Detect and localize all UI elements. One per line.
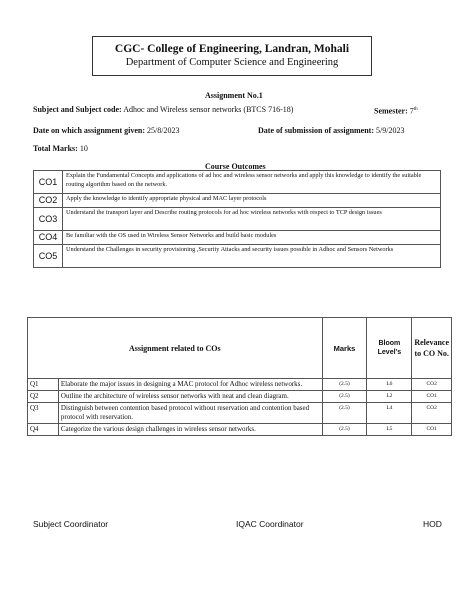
footer-subject-coordinator: Subject Coordinator — [33, 519, 109, 529]
question-co: CO1 — [412, 424, 452, 436]
given-value: 25/8/2023 — [147, 126, 180, 135]
question-marks: (2.5) — [322, 424, 367, 436]
co-row — [34, 245, 441, 268]
question-number: Q3 — [28, 403, 59, 424]
co-row — [34, 208, 441, 231]
subject-line — [33, 105, 293, 115]
question-bloom: L5 — [367, 424, 412, 436]
submission-label: Date of submission of assignment: — [258, 126, 375, 135]
semester-sup: th — [413, 107, 418, 112]
assignment-title: Assignment No.1 — [205, 91, 263, 100]
marks-value: 10 — [79, 144, 88, 153]
table-row — [28, 379, 452, 391]
question-bloom: L2 — [367, 391, 412, 403]
co-code: CO5 — [34, 245, 63, 268]
co-code: CO1 — [34, 171, 63, 194]
question-bloom: L6 — [367, 379, 412, 391]
assignment-table — [27, 317, 452, 436]
course-outcomes-table — [33, 170, 441, 268]
question-marks: (2.5) — [322, 379, 367, 391]
semester-label: Semester: — [374, 106, 408, 116]
co-row — [34, 194, 441, 208]
subject-label: Subject and Subject code: — [33, 105, 122, 114]
semester-value: 7 — [409, 106, 414, 116]
question-marks: (2.5) — [322, 391, 367, 403]
given-line — [33, 126, 179, 136]
header-relevance: Relevance to CO No. — [412, 318, 452, 379]
co-text: Understand the transport layer and Describe routing protocols for ad hoc wireless networks with respect to TCP design issues — [63, 208, 441, 231]
co-text: Apply the knowledge to identify appropriate physical and MAC layer protocols — [63, 194, 441, 208]
co-code: CO4 — [34, 231, 63, 245]
subject-value: Adhoc and Wireless sensor networks (BTCS 716-18) — [123, 105, 294, 114]
semester-line — [374, 105, 418, 117]
question-co: CO1 — [412, 391, 452, 403]
given-label: Date on which assignment given: — [33, 126, 146, 135]
question-number: Q2 — [28, 391, 59, 403]
question-bloom: L4 — [367, 403, 412, 424]
question-text: Elaborate the major issues in designing a MAC protocol for Adhoc wireless networks. — [58, 379, 322, 391]
table-row — [28, 403, 452, 424]
submission-value: 5/9/2023 — [376, 126, 405, 135]
department-name: Department of Computer Science and Engineering — [125, 57, 339, 68]
header-box — [92, 36, 372, 76]
co-text: Understand the Challenges in security provisioning ,Security Attacks and security issues possible in Adhoc and Sensors Networks — [63, 245, 441, 268]
question-co: CO2 — [412, 379, 452, 391]
question-co: CO2 — [412, 403, 452, 424]
question-text: Distinguish between contention based protocol without reservation and contention based protocol with reservation. — [58, 403, 322, 424]
co-text: Explain the Fundamental Concepts and applications of ad hoc and wireless sensor networks and apply this knowledge to identify the suitable routing algorithm based on the network. — [63, 171, 441, 194]
marks-line — [33, 144, 88, 154]
question-number: Q4 — [28, 424, 59, 436]
table-row — [28, 391, 452, 403]
question-text: Categorize the various design challenges in wireless sensor networks. — [58, 424, 322, 436]
header-marks: Marks — [322, 318, 367, 379]
co-code: CO3 — [34, 208, 63, 231]
header-related: Assignment related to COs — [28, 318, 323, 379]
marks-label: Total Marks: — [33, 144, 78, 153]
footer-hod: HOD — [423, 519, 442, 529]
table-row — [28, 424, 452, 436]
footer-iqac-coordinator: IQAC Coordinator — [236, 519, 304, 529]
assignment-header-row — [28, 318, 452, 379]
question-number: Q1 — [28, 379, 59, 391]
header-bloom: Bloom Level's — [367, 318, 412, 379]
co-row — [34, 171, 441, 194]
co-row — [34, 231, 441, 245]
question-marks: (2.5) — [322, 403, 367, 424]
college-name: CGC- College of Engineering, Landran, Mohali — [114, 43, 350, 55]
submission-line — [258, 126, 404, 136]
course-outcomes-title: Course Outcomes — [205, 162, 266, 171]
question-text: Outline the architecture of wireless sensor networks with neat and clean diagram. — [58, 391, 322, 403]
co-text: Be familiar with the OS used in Wireless Sensor Networks and build basic modules — [63, 231, 441, 245]
co-code: CO2 — [34, 194, 63, 208]
